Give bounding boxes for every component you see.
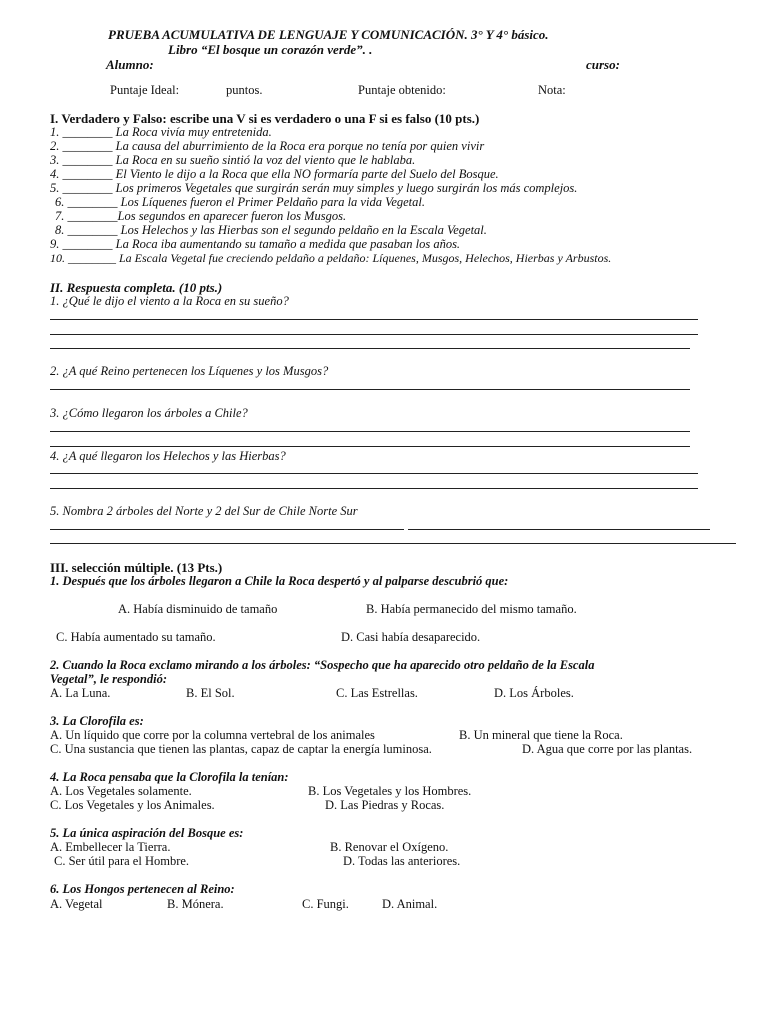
open-question-2: 2. ¿A qué Reino pertenecen los Líquenes y los Musgos? xyxy=(50,364,329,378)
open-question-3: 3. ¿Cómo llegaron los árboles a Chile? xyxy=(50,406,248,420)
tf-item-1: 1. ________ La Roca vivía muy entretenida. xyxy=(50,125,272,139)
answer-line[interactable] xyxy=(50,488,698,489)
mc-q3-option-d[interactable]: D. Agua que corre por las plantas. xyxy=(522,742,693,756)
course-label: curso: xyxy=(586,57,620,72)
answer-line[interactable] xyxy=(50,473,698,474)
mc-q2-option-b[interactable]: B. El Sol. xyxy=(186,686,235,700)
mc-question-1: 1. Después que los árboles llegaron a Chile la Roca despertó y al palparse descubrió que: xyxy=(50,574,509,588)
mc-q1-option-b[interactable]: B. Había permanecido del mismo tamaño. xyxy=(366,602,577,616)
mc-question-6: 6. Los Hongos pertenecen al Reino: xyxy=(50,882,235,896)
mc-q5-option-d[interactable]: D. Todas las anteriores. xyxy=(343,854,461,868)
section1-title: I. Verdadero y Falso: escribe una V si es verdadero o una F si es falso (10 pts.) xyxy=(50,111,480,126)
open-question-5: 5. Nombra 2 árboles del Norte y 2 del Sur de Chile Norte Sur xyxy=(50,504,358,518)
section2-title: II. Respuesta completa. (10 pts.) xyxy=(50,280,223,295)
mc-question-2-cont: Vegetal”, le respondió: xyxy=(50,672,168,686)
answer-line[interactable] xyxy=(50,319,698,320)
mc-q2-option-d[interactable]: D. Los Árboles. xyxy=(494,686,574,700)
tf-item-4: 4. ________ El Viento le dijo a la Roca que ella NO formaría parte del Suelo del Bosque. xyxy=(50,167,499,181)
mc-question-5: 5. La única aspiración del Bosque es: xyxy=(50,826,244,840)
mc-q1-option-a[interactable]: A. Había disminuido de tamaño xyxy=(118,602,278,616)
mc-q1-option-c[interactable]: C. Había aumentado su tamaño. xyxy=(56,630,216,644)
mc-q3-option-c[interactable]: C. Una sustancia que tienen las plantas, capaz de captar la energía luminosa. xyxy=(50,742,432,756)
mc-q3-option-b[interactable]: B. Un mineral que tiene la Roca. xyxy=(459,728,623,742)
mc-q2-option-a[interactable]: A. La Luna. xyxy=(50,686,111,700)
answer-line-south[interactable] xyxy=(408,529,710,530)
tf-item-10: 10. ________ La Escala Vegetal fue creciendo peldaño a peldaño: Líquenes, Musgos, Helechos, Hierbas y Arbustos. xyxy=(50,251,612,265)
mc-q3-option-a[interactable]: A. Un líquido que corre por la columna vertebral de los animales xyxy=(50,728,375,742)
mc-q6-option-d[interactable]: D. Animal. xyxy=(382,897,438,911)
answer-line[interactable] xyxy=(50,431,690,432)
mc-question-3: 3. La Clorofila es: xyxy=(50,714,144,728)
mc-q4-option-d[interactable]: D. Las Piedras y Rocas. xyxy=(325,798,445,812)
answer-line-north[interactable] xyxy=(50,529,404,530)
mc-q1-option-d[interactable]: D. Casi había desaparecido. xyxy=(341,630,481,644)
mc-q5-option-c[interactable]: C. Ser útil para el Hombre. xyxy=(54,854,190,868)
ideal-score-label: Puntaje Ideal: xyxy=(110,83,180,97)
mc-question-2: 2. Cuando la Roca exclamo mirando a los árboles: “Sospecho que ha aparecido otro peldaño de la Escala xyxy=(50,658,595,672)
mc-q6-option-c[interactable]: C. Fungi. xyxy=(302,897,349,911)
open-question-1: 1. ¿Qué le dijo el viento a la Roca en su sueño? xyxy=(50,294,289,308)
answer-line[interactable] xyxy=(50,446,690,447)
tf-item-8: 8. ________ Los Helechos y las Hierbas son el segundo peldaño en la Escala Vegetal. xyxy=(55,223,487,237)
tf-item-7: 7. ________Los segundos en aparecer fueron los Musgos. xyxy=(55,209,347,223)
answer-line[interactable] xyxy=(50,389,690,390)
tf-item-3: 3. ________ La Roca en su sueño sintió la voz del viento que le hablaba. xyxy=(50,153,416,167)
answer-line[interactable] xyxy=(50,334,698,335)
answer-line[interactable] xyxy=(50,348,690,349)
test-title: PRUEBA ACUMULATIVA DE LENGUAJE Y COMUNICACIÓN. 3° Y 4° básico. xyxy=(108,27,549,42)
tf-item-6: 6. ________ Los Líquenes fueron el Primer Peldaño para la vida Vegetal. xyxy=(55,195,425,209)
tf-item-9: 9. ________ La Roca iba aumentando su tamaño a medida que pasaban los años. xyxy=(50,237,461,251)
answer-line[interactable] xyxy=(50,543,736,544)
mc-question-4: 4. La Roca pensaba que la Clorofila la tenían: xyxy=(50,770,289,784)
points-label: puntos. xyxy=(226,83,263,97)
mc-q6-option-a[interactable]: A. Vegetal xyxy=(50,897,103,911)
mc-q4-option-c[interactable]: C. Los Vegetales y los Animales. xyxy=(50,798,215,812)
mc-q2-option-c[interactable]: C. Las Estrellas. xyxy=(336,686,418,700)
book-title: Libro “El bosque un corazón verde”. . xyxy=(168,42,373,57)
mc-q4-option-b[interactable]: B. Los Vegetales y los Hombres. xyxy=(308,784,472,798)
grade-label: Nota: xyxy=(538,83,566,97)
mc-q5-option-a[interactable]: A. Embellecer la Tierra. xyxy=(50,840,171,854)
open-question-4: 4. ¿A qué llegaron los Helechos y las Hierbas? xyxy=(50,449,286,463)
obtained-score-label: Puntaje obtenido: xyxy=(358,83,446,97)
mc-q6-option-b[interactable]: B. Mónera. xyxy=(167,897,224,911)
section3-title: III. selección múltiple. (13 Pts.) xyxy=(50,560,223,575)
student-label: Alumno: xyxy=(106,57,154,72)
tf-item-2: 2. ________ La causa del aburrimiento de la Roca era porque no tenía por quien vivir xyxy=(50,139,485,153)
tf-item-5: 5. ________ Los primeros Vegetales que surgirán serán muy simples y luego surgirán los más complejos. xyxy=(50,181,578,195)
mc-q5-option-b[interactable]: B. Renovar el Oxígeno. xyxy=(330,840,449,854)
mc-q4-option-a[interactable]: A. Los Vegetales solamente. xyxy=(50,784,192,798)
